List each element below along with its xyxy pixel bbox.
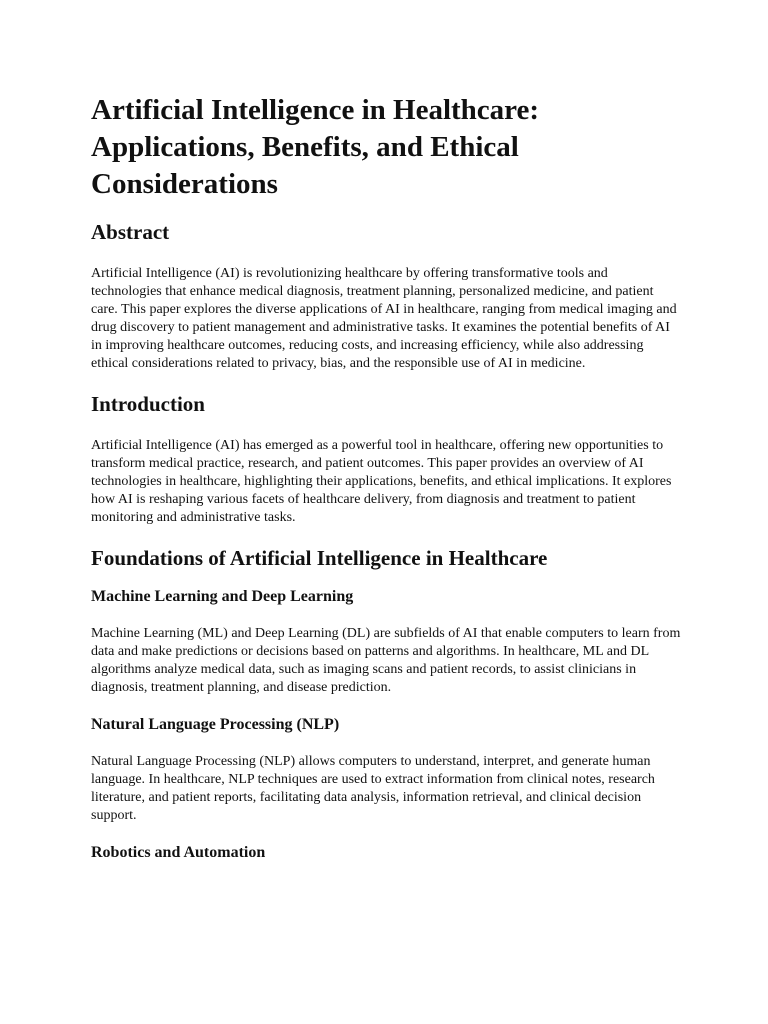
ml-subheading: Machine Learning and Deep Learning	[91, 588, 354, 605]
nlp-subheading: Natural Language Processing (NLP)	[91, 716, 340, 733]
introduction-body: Artificial Intelligence (AI) has emerged as a powerful tool in healthcare, offering new opportunities to transform medical practice, research, and patient outcomes. This paper provides an overview of AI technologies in healthcare, highlighting their applications, benefits, and ethical implications. It explores how AI is reshaping various facets of healthcare delivery, from diagnosis and treatment to patient monitoring and administrative tasks.	[91, 438, 672, 525]
document-title: Artificial Intelligence in Healthcare: Applications, Benefits, and Ethical Considerations	[91, 94, 540, 200]
abstract-body: Artificial Intelligence (AI) is revolutionizing healthcare by offering transformative tools and technologies that enhance medical diagnosis, treatment planning, personalized medicine, and patient care. This paper explores the diverse applications of AI in healthcare, ranging from medical imaging and drug discovery to patient management and administrative tasks. It examines the potential benefits of AI in improving healthcare outcomes, reducing costs, and increasing efficiency, while also addressing ethical considerations related to privacy, bias, and the responsible use of AI in medicine.	[91, 266, 677, 371]
document-page	[91, 92, 681, 881]
nlp-body: Natural Language Processing (NLP) allows computers to understand, interpret, and generate human language. In healthcare, NLP techniques are used to extract information from clinical notes, research literature, and patient reports, facilitating data analysis, information retrieval, and clinical decision support.	[91, 754, 655, 823]
foundations-heading: Foundations of Artificial Intelligence in Healthcare	[91, 546, 548, 570]
ml-body: Machine Learning (ML) and Deep Learning (DL) are subfields of AI that enable computers to learn from data and make predictions or decisions based on patterns and algorithms. In healthcare, ML and DL algorithms analyze medical data, such as imaging scans and patient records, to assist clinicians in diagnosis, treatment planning, and disease prediction.	[91, 626, 681, 695]
robotics-subheading: Robotics and Automation	[91, 844, 266, 861]
introduction-heading: Introduction	[91, 392, 205, 416]
abstract-heading: Abstract	[91, 220, 170, 244]
